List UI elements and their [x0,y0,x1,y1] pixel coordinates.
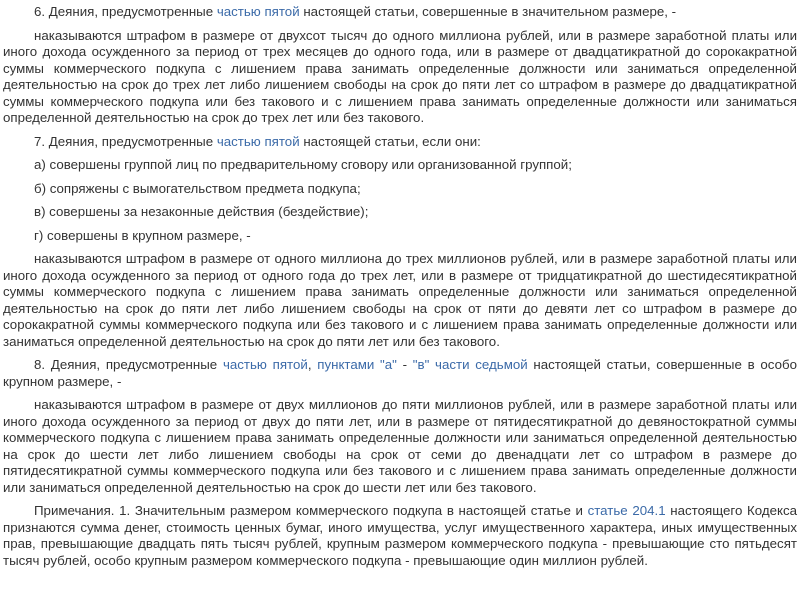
paragraph-7-item-v: в) совершены за незаконные действия (бездействие); [34,204,369,219]
link-point-v-part-seven[interactable]: "в" части седьмой [412,357,528,372]
link-part-five[interactable]: частью пятой [222,357,308,372]
note-paragraph [3,503,797,569]
note-text-end: настоящего Кодекса признаются сумма денег, стоимость ценных бумаг, иного имущества, услуг имущественного характера, иных имущественных прав, превышающие двадцать пять тысяч рублей, крупным размером коммерческого подкупа - превышающие сто пятьдесят тысяч рублей, особо крупным размером коммерческого подкупа - превышающие один миллион рублей. [3,503,798,568]
paragraph-8-penalty: наказываются штрафом в размере от двух миллионов до пяти миллионов рублей, или в размере заработной платы или иного дохода осужденного за период от двух до пяти лет, или в размере от пятидесятикратной до девяностократной суммы коммерческого подкупа с лишением права занимать определенные должности или заниматься определенной деятельностью на срок до шести лет либо лишением свободы на срок от семи до двенадцати лет со штрафом в размере до пятидесятикратной суммы коммерческого подкупа или без такового и с лишением права занимать определенные должности или заниматься определенной деятельностью на срок до шести лет или без такового. [3,397,797,495]
paragraph-6 [3,4,797,21]
link-article-204-1[interactable]: статье 204.1 [587,503,666,518]
separator: - [396,357,413,372]
separator: , [307,357,318,372]
link-part-five[interactable]: частью пятой [216,4,300,19]
paragraph-7-penalty: наказываются штрафом в размере от одного миллиона до трех миллионов рублей, или в размере заработной платы или иного дохода осужденного за период от одного года до трех лет, или в размере от тридцатикратной до шестидесятикратной суммы коммерческого подкупа с лишением права занимать определенные должности или заниматься определенной деятельностью на срок до пяти лет либо лишением свободы на срок от пяти до девяти лет со штрафом в размере до сорокакратной суммы коммерческого подкупа или без такового и с лишением права занимать определенные должности или заниматься определенной деятельностью на срок до пяти лет или без такового. [3,251,797,349]
link-points-a[interactable]: пунктами "а" [317,357,397,372]
paragraph-7-item-b: б) сопряжены с вымогательством предмета подкупа; [34,180,361,196]
paragraph-8-text-end: настоящей статьи, совершенные в особо крупном размере, - [3,357,797,389]
paragraph-8-text: 8. Деяния, предусмотренные [34,357,223,372]
paragraph-7-item-a: а) совершены группой лиц по предварительному сговору или организованной группой; [34,157,572,172]
note-text: Примечания. 1. Значительным размером коммерческого подкупа в настоящей статье и [34,503,588,518]
paragraph-6-penalty: наказываются штрафом в размере от двухсот тысяч до одного миллиона рублей, или в размере заработной платы или иного дохода осужденного за период от трех месяцев до одного года, или в размере от двадцатикратной до сорокакратной суммы коммерческого подкупа с лишением права занимать определенные должности или заниматься определенной деятельностью на срок до трех лет либо лишением свободы на срок до пяти лет со штрафом в размере до двадцатикратной суммы коммерческого подкупа или без такового и с лишением права занимать определенные должности или заниматься определенной деятельностью на срок до трех лет или без такового. [3,27,797,125]
link-part-five[interactable]: частью пятой [216,133,300,149]
paragraph-8 [3,357,797,390]
paragraph-6-text-end: настоящей статьи, совершенные в значительном размере, - [299,4,677,19]
paragraph-6-text: 6. Деяния, предусмотренные [34,4,217,19]
paragraph-7-text: 7. Деяния, предусмотренные [34,133,217,149]
paragraph-7-item-g: г) совершены в крупном размере, - [34,227,251,243]
paragraph-7 [3,134,797,151]
paragraph-7-text-end: настоящей статьи, если они: [299,133,481,149]
